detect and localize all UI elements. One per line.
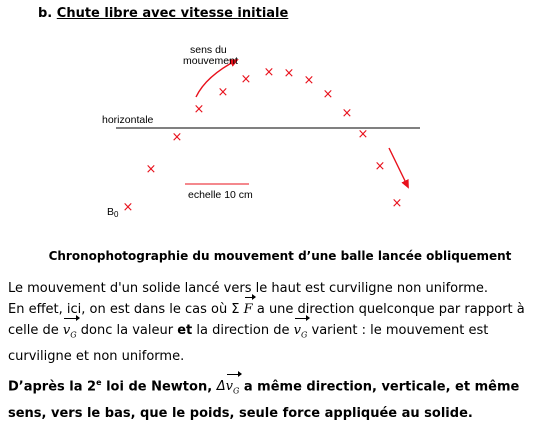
position-marker: × (263, 65, 275, 80)
paragraph-line: En effet, ici, on est dans le cas où Σ F a une direction quelconque par rapport à (8, 299, 525, 320)
paragraph-line: Le mouvement d'un solide lancé vers le haut est curviligne non uniforme. (8, 281, 489, 296)
position-marker: × (357, 127, 369, 142)
vector-vG: $v_G$ (63, 320, 77, 346)
paragraph-line: celle de $v_G$ donc la valeur et la direction de $v_G$ varient : le mouvement est (8, 320, 525, 346)
heading-prefix: b. (38, 6, 53, 21)
vector-F: F (244, 299, 253, 320)
delta-vector: $\Delta v_G$ (217, 379, 240, 394)
paragraph-newton-law (8, 372, 519, 425)
paragraph-line: sens, vers le bas, que le poids, seule force appliquée au solide. (8, 405, 473, 421)
position-marker: × (145, 162, 157, 177)
position-marker: × (341, 106, 353, 121)
position-marker: × (193, 102, 205, 117)
position-marker: × (303, 73, 315, 88)
label-start: B0 (107, 206, 119, 219)
position-markers (123, 65, 403, 215)
position-marker: × (171, 130, 183, 145)
falling-arrow-icon (389, 148, 408, 187)
figure-caption: Chronophotographie du mouvement d’une balle lancée obliquement (48, 249, 512, 263)
position-marker: × (374, 159, 386, 174)
position-marker: × (322, 87, 334, 102)
label-direction-line1: sens du (190, 44, 227, 56)
paragraph-line: D’après la 2e loi de Newton, $\Delta v_G$ a même direction, verticale, et même (8, 372, 519, 403)
position-marker: × (217, 85, 229, 100)
label-scale: echelle 10 cm (188, 189, 253, 201)
vector-vG: $v_G$ (294, 320, 308, 346)
position-marker: × (122, 200, 134, 215)
paragraph-line: curviligne et non uniforme. (8, 348, 185, 364)
label-direction-line2: mouvement (183, 55, 238, 67)
position-marker: × (283, 66, 295, 81)
heading-title: Chute libre avec vitesse initiale (56, 6, 289, 21)
label-horizontal: horizontale (102, 114, 154, 126)
paragraph-explanation (8, 278, 525, 367)
position-marker: × (240, 72, 252, 87)
position-marker: × (391, 196, 403, 211)
